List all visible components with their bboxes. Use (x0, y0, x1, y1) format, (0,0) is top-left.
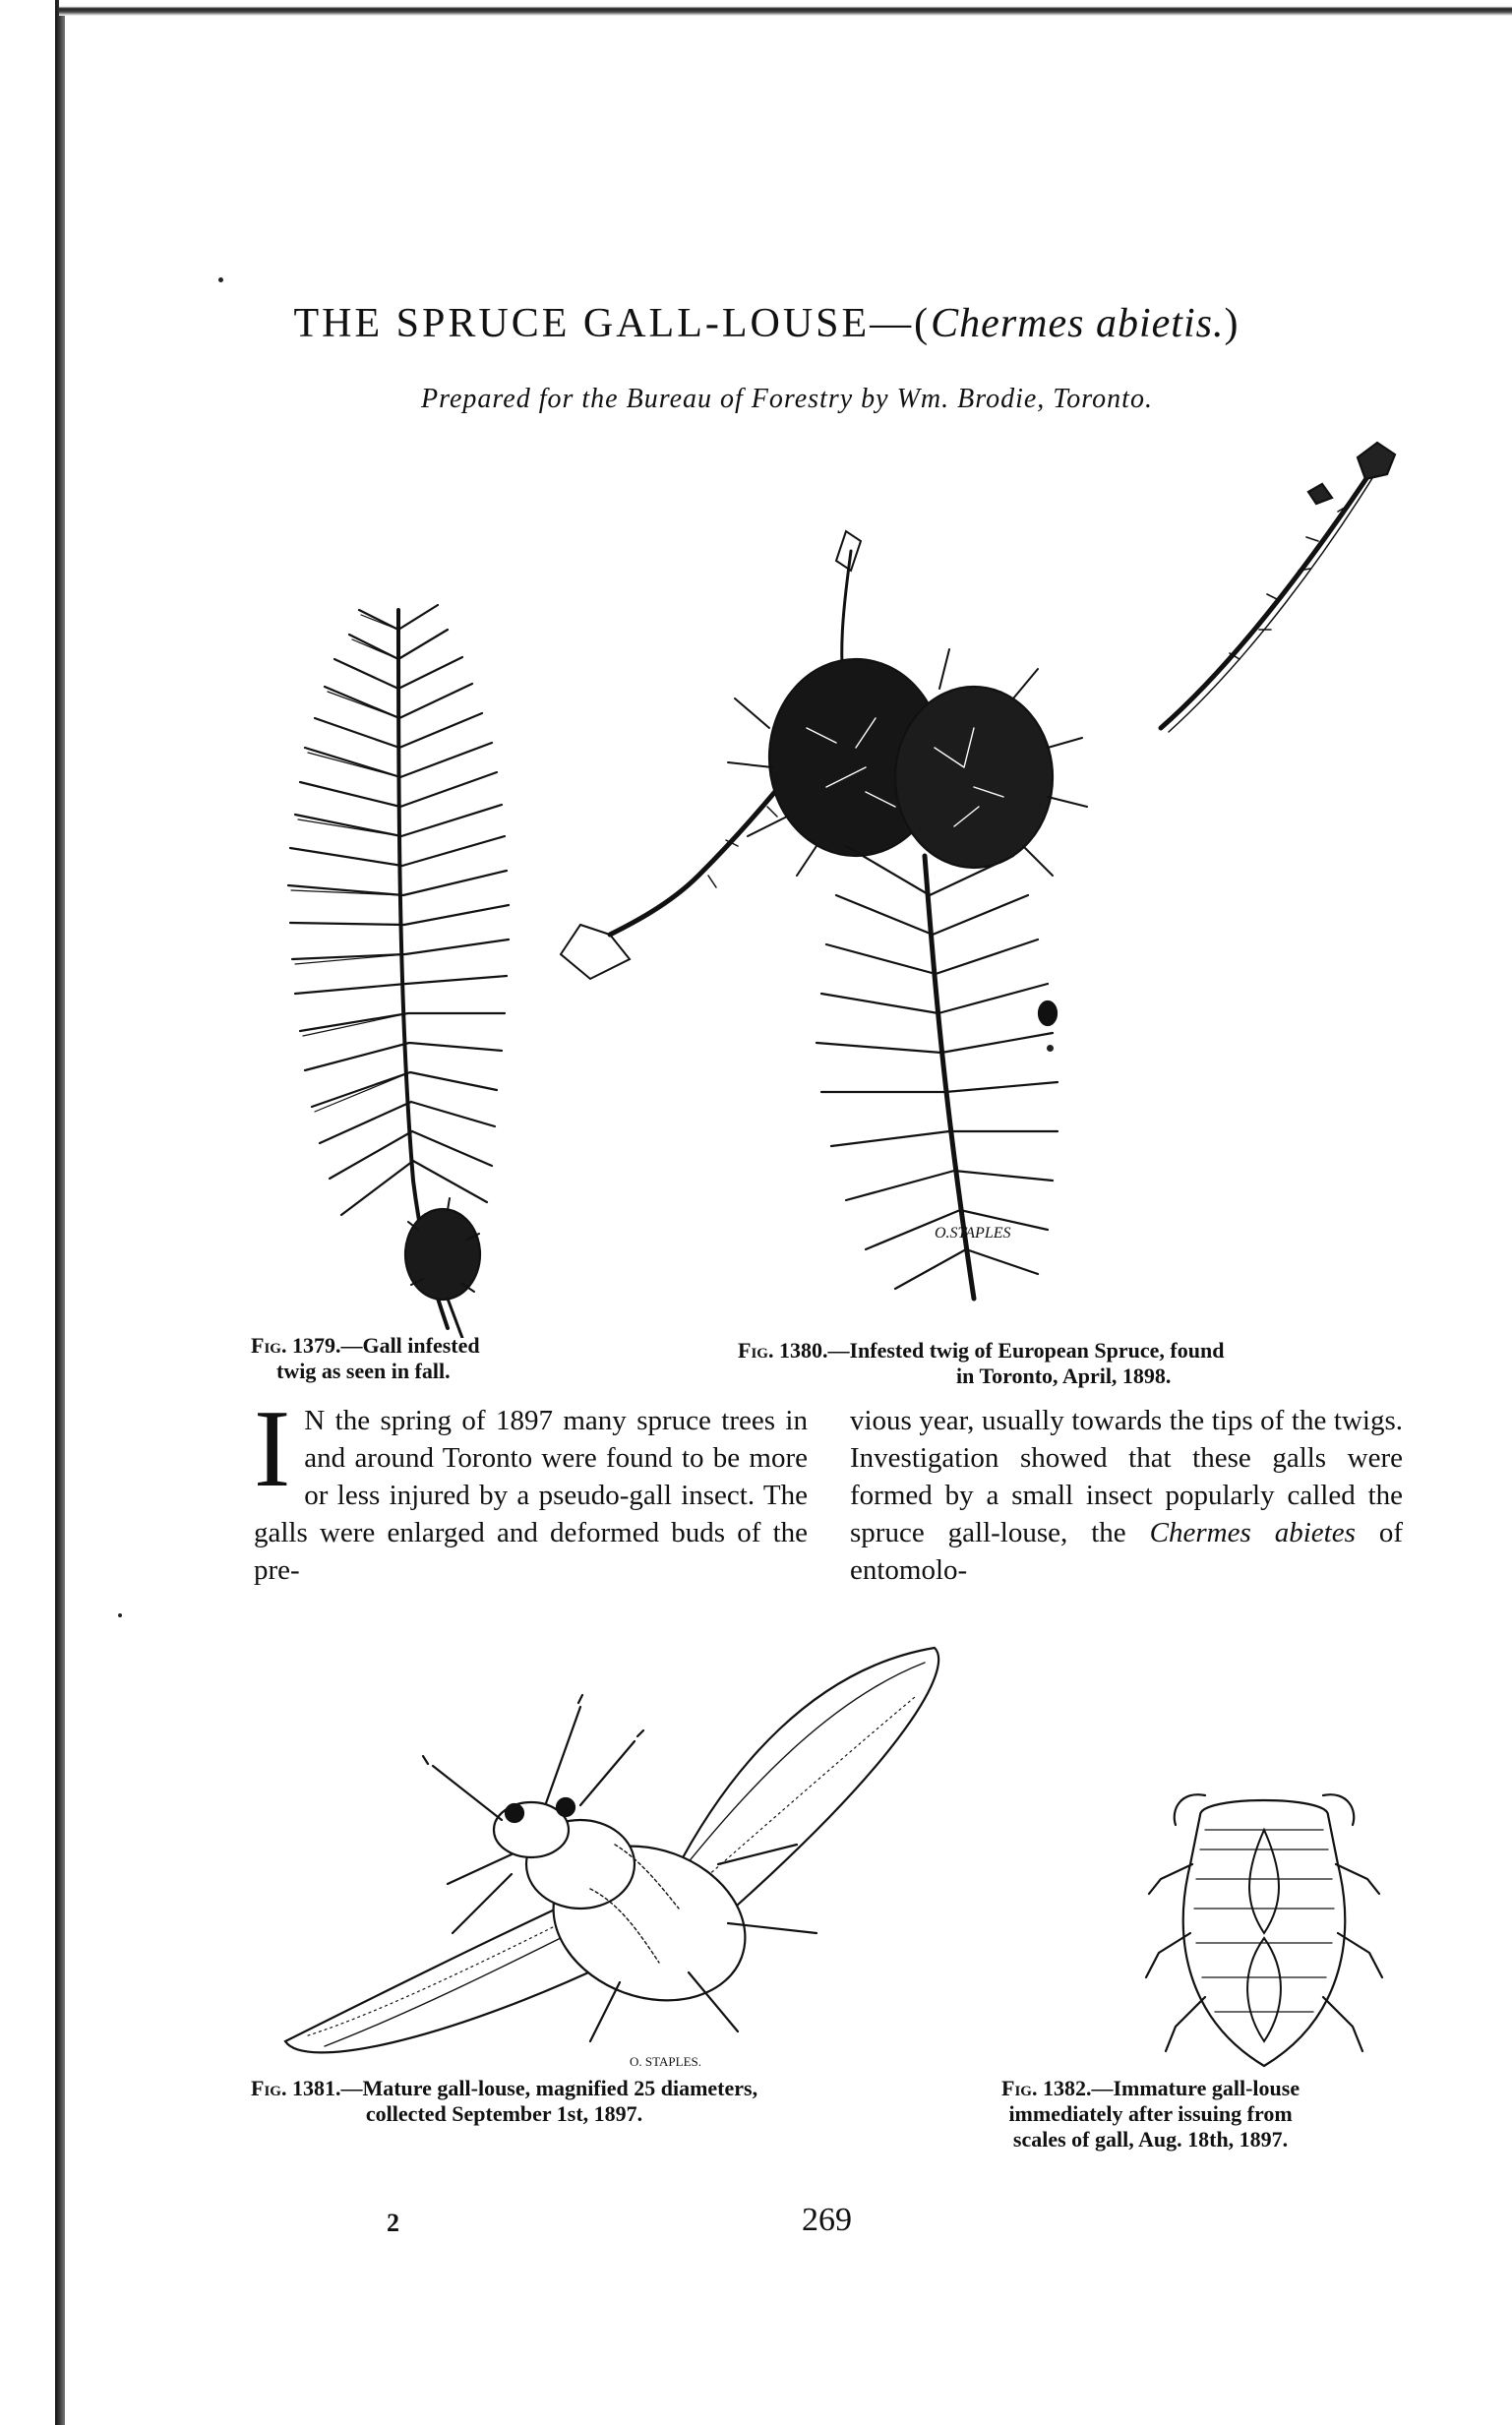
caption-fig-1382 (1001, 2076, 1300, 2152)
caption-fig-1381-line2: collected September 1st, 1897. (365, 2101, 643, 2126)
specks (118, 1613, 122, 1617)
figure-1379-illustration (251, 590, 546, 1338)
specks (218, 277, 223, 282)
caption-fig-1379-line1: —Gall infested (340, 1333, 480, 1358)
caption-fig-1382-line3: scales of gall, Aug. 18th, 1897. (1012, 2127, 1289, 2152)
page-number: 269 (802, 2202, 852, 2238)
caption-fig-1379-label: Fig. 1379. (251, 1333, 341, 1358)
figure-1381-illustration (266, 1638, 954, 2086)
text-column-left (254, 1388, 808, 1589)
caption-fig-1382-line1: —Immature gall-louse (1091, 2076, 1300, 2100)
caption-fig-1379 (251, 1333, 480, 1384)
caption-fig-1381-label: Fig. 1381. (251, 2076, 341, 2100)
caption-fig-1380-label: Fig. 1380. (738, 1338, 828, 1363)
text-column-right (850, 1402, 1403, 1589)
caption-fig-1379-line2: twig as seen in fall. (276, 1359, 451, 1383)
caption-fig-1380-line2: in Toronto, April, 1898. (956, 1364, 1172, 1388)
title-close: ) (1224, 301, 1241, 346)
paragraph-text-right-end: of entomolo- (850, 1517, 1403, 1586)
title-main: THE SPRUCE GALL-LOUSE—( (293, 301, 932, 346)
species-name-italic: Chermes abietes (1149, 1517, 1356, 1548)
paragraph-text-right: vious year, usually towards the tips of the twigs. Investigation showed that these galls were formed by a small insect popularly called the spruce gall-louse, the (850, 1405, 1403, 1548)
caption-fig-1382-line2: immediately after issuing from (1008, 2101, 1293, 2126)
page-binding-edge (55, 0, 65, 2425)
title-species: Chermes abietis. (931, 301, 1225, 346)
figure-1380-illustration (551, 433, 1417, 1328)
signature-mark: 2 (387, 2209, 399, 2237)
caption-fig-1381 (251, 2076, 757, 2127)
page-top-edge (59, 0, 1512, 16)
paragraph-text-left: N the spring of 1897 many spruce trees in and around Toronto were found to be more or less injured by a pseudo-gall insect. The galls were enlarged and deformed buds of the pre- (254, 1405, 808, 1586)
drop-cap: I (254, 1388, 291, 1510)
fig-1381-signature: O. STAPLES. (630, 2054, 701, 2069)
artist-signature: O.STAPLES (935, 1225, 1011, 1242)
page-title (197, 300, 1338, 347)
caption-fig-1380-line1: —Infested twig of European Spruce, found (827, 1338, 1225, 1363)
caption-fig-1382-label: Fig. 1382. (1001, 2076, 1092, 2100)
page-subtitle: Prepared for the Bureau of Forestry by Wm. Brodie, Toronto. (421, 384, 1153, 414)
caption-fig-1380 (738, 1338, 1224, 1389)
caption-fig-1381-line1: —Mature gall-louse, magnified 25 diameters, (340, 2076, 758, 2100)
figure-1382-illustration (1131, 1786, 1397, 2081)
